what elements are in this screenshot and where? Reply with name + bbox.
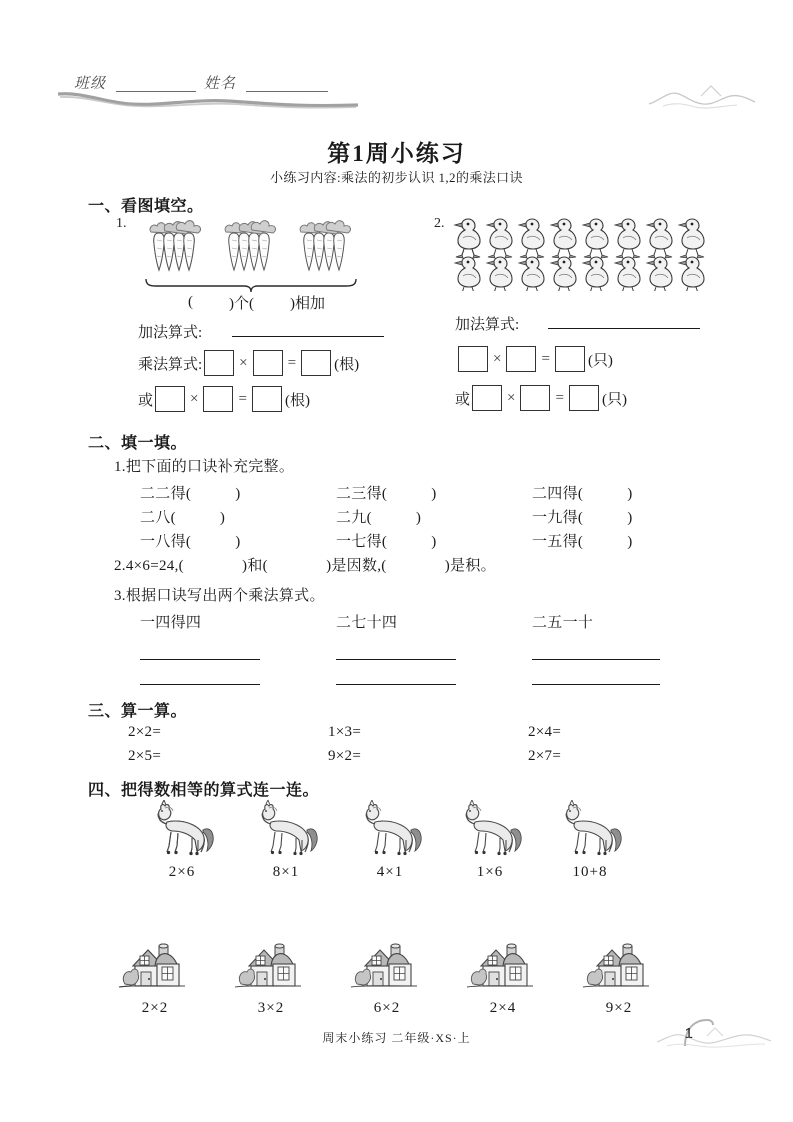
horse-card[interactable] <box>244 800 328 881</box>
section-heading-4: 四、把得数相等的算式连一连。 <box>88 782 320 799</box>
answer-box[interactable] <box>520 385 550 411</box>
student-info-header <box>70 68 390 118</box>
page-subtitle: 小练习内容:乘法的初步认识 1,2的乘法口诀 <box>270 170 523 185</box>
close-paren: ) <box>627 510 633 526</box>
unit-label: (只) <box>587 352 613 369</box>
mnemonic-answer-line[interactable] <box>140 659 260 660</box>
formula-cell <box>140 482 241 503</box>
mnemonic-1: 一四得四 <box>140 615 202 631</box>
house-card[interactable] <box>461 938 545 1017</box>
formula-text: 二四得( <box>532 486 584 502</box>
footer-text: 周末小练习 二年级·XS·上 <box>322 1031 471 1045</box>
answer-box[interactable] <box>203 386 233 412</box>
or-label: 或 <box>455 391 471 408</box>
horse-expression: 10+8 <box>572 864 608 880</box>
house-icon <box>115 938 195 994</box>
problem-1-alt-multiplication-row <box>138 386 310 412</box>
horse-expression: 4×1 <box>376 864 404 880</box>
problem-1-addition-answer-line[interactable] <box>232 336 384 337</box>
house-icon <box>463 938 543 994</box>
unit-label: (只) <box>601 391 627 408</box>
formula-cell <box>532 530 633 551</box>
times-sign: × <box>190 390 199 407</box>
section-2-item-2 <box>114 554 496 575</box>
close-paren: ) <box>627 534 633 550</box>
calc-problem[interactable]: 9×2= <box>328 748 362 764</box>
class-input-line[interactable] <box>116 91 196 92</box>
answer-box[interactable] <box>204 350 234 376</box>
answer-box[interactable] <box>301 350 331 376</box>
house-expression: 9×2 <box>605 1000 633 1016</box>
house-icon <box>579 938 659 994</box>
house-expression: 3×2 <box>257 1000 285 1016</box>
page-title: 第1周小练习 <box>327 141 466 166</box>
horse-card[interactable] <box>348 800 432 881</box>
formula-text: 一七得( <box>336 534 388 550</box>
ink-mountain-icon <box>653 1020 773 1056</box>
horse-expression: 2×6 <box>168 864 196 880</box>
problem-1-number: 1. <box>116 216 127 231</box>
brace-mid-text: )个( <box>229 296 254 312</box>
mnemonic-3: 二五一十 <box>532 615 594 631</box>
duck-illustration-group <box>452 211 714 291</box>
item-2-mid2: )是因数,( <box>326 558 387 574</box>
ink-mountain-icon <box>641 74 761 114</box>
section-2-item-3-text: 3.根据口诀写出两个乘法算式。 <box>114 588 325 604</box>
problem-1-multiplication-row <box>138 350 359 376</box>
times-sign: × <box>507 389 516 406</box>
addition-formula-label: 加法算式: <box>138 325 203 341</box>
answer-box[interactable] <box>506 346 536 372</box>
problem-2-addition-row <box>455 313 521 334</box>
calc-problem[interactable]: 1×3= <box>328 724 362 740</box>
close-paren: ) <box>627 486 633 502</box>
problem-1-addition-row <box>138 321 204 342</box>
brace-right-text: )相加 <box>290 296 325 312</box>
formula-cell <box>140 530 241 551</box>
house-icon <box>231 938 311 994</box>
close-paren: ) <box>235 486 241 502</box>
unit-label: (根) <box>334 356 360 373</box>
mnemonic-answer-line[interactable] <box>336 684 456 685</box>
house-expression: 2×4 <box>489 1000 517 1016</box>
answer-box[interactable] <box>472 385 502 411</box>
equals-sign: = <box>555 389 564 406</box>
answer-box[interactable] <box>253 350 283 376</box>
section-heading-1: 一、看图填空。 <box>88 198 204 215</box>
formula-text: 二八( <box>140 510 176 526</box>
item-2-end: )是积。 <box>444 558 496 574</box>
answer-box[interactable] <box>252 386 282 412</box>
house-expression: 2×2 <box>141 1000 169 1016</box>
brace-left-paren: ( <box>188 294 193 310</box>
close-paren: ) <box>235 534 241 550</box>
horse-expression: 8×1 <box>272 864 300 880</box>
problem-2-alt-multiplication-row <box>455 385 627 411</box>
horse-icon <box>453 800 527 858</box>
house-card[interactable] <box>577 938 661 1017</box>
times-sign: × <box>493 350 502 367</box>
problem-2-number: 2. <box>434 216 445 231</box>
item-2-start: 2.4×6=24,( <box>114 558 184 574</box>
section-heading-2: 二、填一填。 <box>88 435 188 452</box>
house-expression: 6×2 <box>373 1000 401 1016</box>
problem-1-brace-text <box>188 292 325 313</box>
equals-sign: = <box>541 350 550 367</box>
close-paren: ) <box>415 510 422 526</box>
answer-box[interactable] <box>155 386 185 412</box>
times-sign: × <box>239 354 248 371</box>
horse-expression: 1×6 <box>476 864 504 880</box>
horse-icon <box>249 800 323 858</box>
carrot-illustration-group <box>145 214 360 280</box>
formula-text: 一五得( <box>532 534 584 550</box>
house-icon <box>347 938 427 994</box>
addition-formula-label: 加法算式: <box>455 317 520 333</box>
section-2-item-1-text: 1.把下面的口诀补充完整。 <box>114 459 295 475</box>
calc-problem[interactable]: 2×7= <box>528 748 562 764</box>
formula-cell <box>532 482 633 503</box>
close-paren: ) <box>431 534 437 550</box>
formula-cell <box>140 506 225 527</box>
formula-text: 一九得( <box>532 510 584 526</box>
class-label: 班级 <box>74 76 107 92</box>
close-paren: ) <box>431 486 437 502</box>
formula-text: 二二得( <box>140 486 192 502</box>
close-paren: ) <box>219 510 226 526</box>
answer-box[interactable] <box>569 385 599 411</box>
formula-text: 一八得( <box>140 534 192 550</box>
equals-sign: = <box>238 390 247 407</box>
name-input-line[interactable] <box>246 91 328 92</box>
horse-icon <box>145 800 219 858</box>
calc-problem[interactable]: 2×2= <box>128 724 162 740</box>
formula-cell <box>532 506 633 527</box>
unit-label: (根) <box>284 392 310 409</box>
house-card[interactable] <box>113 938 197 1017</box>
brush-stroke-decoration <box>58 90 358 112</box>
name-label: 姓名 <box>204 76 237 92</box>
house-card[interactable] <box>345 938 429 1017</box>
calc-problem[interactable]: 2×5= <box>128 748 162 764</box>
formula-cell <box>336 482 437 503</box>
formula-cell <box>336 530 437 551</box>
horse-card[interactable] <box>448 800 532 881</box>
formula-text: 二九( <box>336 510 372 526</box>
calc-problem[interactable]: 2×4= <box>528 724 562 740</box>
horse-icon <box>553 800 627 858</box>
mnemonic-answer-line[interactable] <box>336 659 456 660</box>
equals-sign: = <box>287 354 297 371</box>
formula-text: 二三得( <box>336 486 388 502</box>
ducks-icon <box>452 211 714 291</box>
mnemonic-answer-line[interactable] <box>532 659 660 660</box>
mnemonic-2: 二七十四 <box>336 615 398 631</box>
section-heading-3: 三、算一算。 <box>88 703 188 720</box>
carrot-bundles-icon <box>145 214 360 280</box>
house-card[interactable] <box>229 938 313 1017</box>
horse-icon <box>353 800 427 858</box>
mnemonic-answer-line[interactable] <box>532 684 660 685</box>
or-label: 或 <box>138 392 154 409</box>
formula-cell <box>336 506 421 527</box>
multiplication-formula-label: 乘法算式: <box>138 356 203 373</box>
answer-box[interactable] <box>458 346 488 372</box>
item-2-mid: )和( <box>242 558 268 574</box>
problem-2-addition-answer-line[interactable] <box>548 328 700 329</box>
horse-card[interactable] <box>548 800 632 881</box>
problem-2-multiplication-row <box>458 346 613 372</box>
page-number: 1 <box>684 1025 693 1042</box>
mnemonic-answer-line[interactable] <box>140 684 260 685</box>
answer-box[interactable] <box>555 346 585 372</box>
horse-card[interactable] <box>140 800 224 881</box>
